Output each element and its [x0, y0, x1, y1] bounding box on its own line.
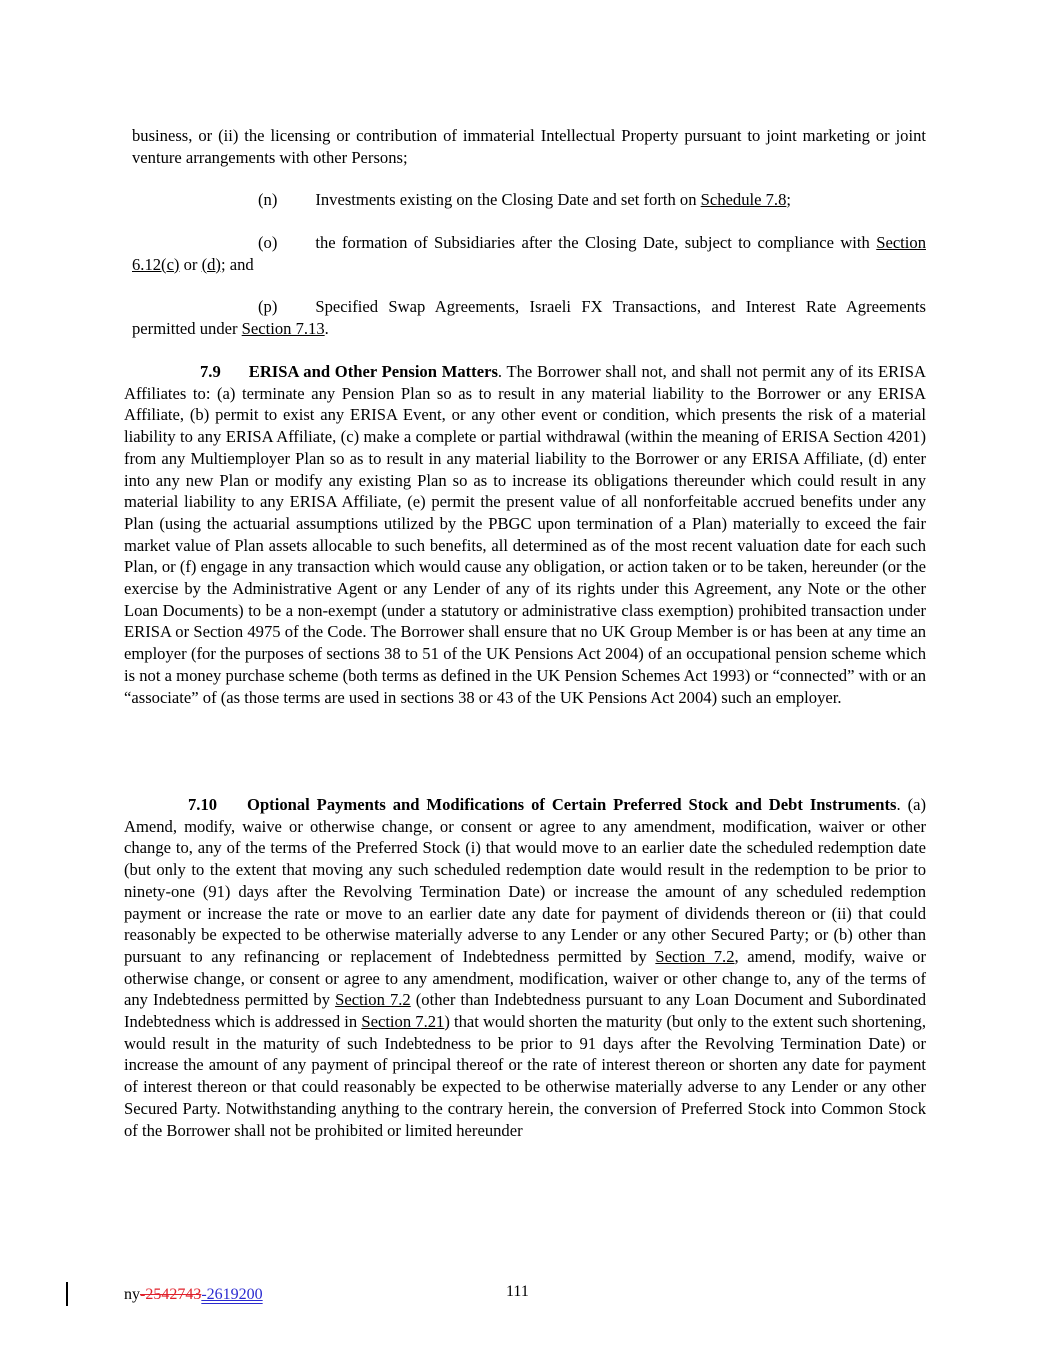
- paragraph-text: business, or (ii) the licensing or contribution of immaterial Intellectual Property pursuant to joint marketing or joint venture arrangements with other Persons;: [132, 126, 926, 167]
- paragraph-text: ; and: [220, 254, 254, 274]
- section-heading: ERISA and Other Pension Matters: [248, 362, 498, 381]
- paragraph-text: the formation of Subsidiaries after the Closing Date, subject to compliance with: [315, 233, 877, 252]
- section-heading: 7.9: [200, 362, 221, 381]
- doc-id-deleted: -2542743: [140, 1286, 202, 1303]
- paragraph-text: (other than Indebtedness pursuant to any Loan Document and Subordinated Indebtedness which is addressed in: [124, 990, 926, 1032]
- paragraph-text: or: [179, 254, 202, 274]
- cross-reference-link: (d): [201, 254, 221, 274]
- section-heading: Optional Payments and Modifications of Certain Preferred Stock and Debt Instruments: [247, 795, 897, 814]
- change-bar: [66, 1282, 68, 1306]
- item-p: [132, 296, 926, 339]
- cross-reference-link: Section 6.12(c): [132, 233, 926, 274]
- paragraph-text: (n): [258, 190, 278, 209]
- doc-id-prefix: ny: [124, 1286, 140, 1303]
- continued-text: [132, 125, 926, 168]
- section-7-9: [124, 361, 926, 708]
- doc-id-inserted: -2619200: [201, 1286, 263, 1303]
- item-o: [132, 232, 926, 275]
- cross-reference-link: Section 7.13: [241, 318, 325, 338]
- page-number: 111: [506, 1283, 529, 1300]
- cross-reference-link: Section 7.2: [335, 990, 411, 1010]
- paragraph-text: ) that would shorten the maturity (but only to the extent such shortening, would result in the maturity of such Indebtedness to be prior to 91 days after the Revolving Termination Date) or increase the amount of any payment of principal thereof or the rate of interest thereon or shorten any date for payment of interest thereon or that could reasonably be expected to be otherwise materially adverse to any Lender or any other Secured Party. Notwithstanding anything to the contrary herein, the conversion of Preferred Stock into Common Stock of the Borrower shall not be prohibited or limited hereunder: [124, 1012, 926, 1140]
- section-heading: 7.10: [188, 795, 218, 814]
- paragraph-text: .: [324, 318, 329, 338]
- cross-reference-link: Section 7.21: [361, 1012, 445, 1032]
- cross-reference-link: Schedule 7.8: [700, 190, 787, 209]
- paragraph-text: , amend, modify, waive or otherwise change, or consent or agree to any amendment, modification, waiver or other change to, any of the terms of any Indebtedness permitted by: [124, 946, 926, 1010]
- item-n: [132, 189, 926, 211]
- paragraph-text: . The Borrower shall not, and shall not permit any of its ERISA Affiliates to: (a) terminate any Pension Plan so as to result in any material liability to the Borrower or any ERISA Affiliate, (b) permit to exist any ERISA Event, or any other event or condition, which presents the risk of a material liability to any ERISA Affiliate, (c) make a complete or partial withdrawal (within the meaning of ERISA Section 4201) from any Multiemployer Plan so as to result in any material liability to the Borrower or any ERISA Affiliate, (d) enter into any new Plan or modify any existing Plan so as to increase its obligations thereunder which could result in any material liability to any ERISA Affiliate, (e) permit the present value of all nonforfeitable accrued benefits under any Plan (using the actuarial assumptions utilized by the PBGC upon termination of a Plan) materially to exceed the fair market value of Plan assets allocable to such benefits, all determined as of the most recent valuation date for each such Plan, or (f) engage in any transaction which would cause any obligation, or action taken or to be taken, hereunder (or the exercise by the Administrative Agent or any Lender of any of its rights under this Agreement, any Note or the other Loan Documents) to be a non-exempt (under a statutory or administrative class exemption) prohibited transaction under ERISA or Section 4975 of the Code. The Borrower shall ensure that no UK Group Member is or has been at any time an employer (for the purposes of sections 38 to 51 of the UK Pensions Act 2004) of an occupational pension scheme which is not a money purchase scheme (both terms as defined in the UK Pension Schemes Act 1993) or “connected” with or an “associate” of (as those terms are used in sections 38 or 43 of the UK Pensions Act 2004) such an employer.: [124, 362, 926, 707]
- paragraph-text: Investments existing on the Closing Date and set forth on: [315, 190, 701, 209]
- paragraph-text: ;: [786, 190, 791, 209]
- paragraph-text: (p): [258, 297, 278, 316]
- paragraph-text: (o): [258, 233, 278, 252]
- section-7-10: [124, 794, 926, 1141]
- cross-reference-link: Section 7.2: [655, 946, 735, 966]
- paragraph-text: . (a) Amend, modify, waive or otherwise change, or consent or agree to any amendment, modification, waiver or other change to, any of the terms of the Preferred Stock (i) that would move to an earlier date the scheduled redemption date (but only to the extent that moving any such scheduled redemption date would result in the redemption to be prior to ninety-one (91) days after the Revolving Termination Date) or increase the amount of any scheduled redemption payment or increase the rate or move to an earlier date any date for payment of dividends thereon or (ii) that could reasonably be expected to be otherwise materially adverse to any Lender or any other Secured Party; or (b) other than pursuant to any refinancing or replacement of Indebtedness permitted by: [124, 795, 926, 966]
- doc-id: [124, 1286, 263, 1304]
- paragraph-text: Specified Swap Agreements, Israeli FX Transactions, and Interest Rate Agreements permitted under: [132, 297, 926, 338]
